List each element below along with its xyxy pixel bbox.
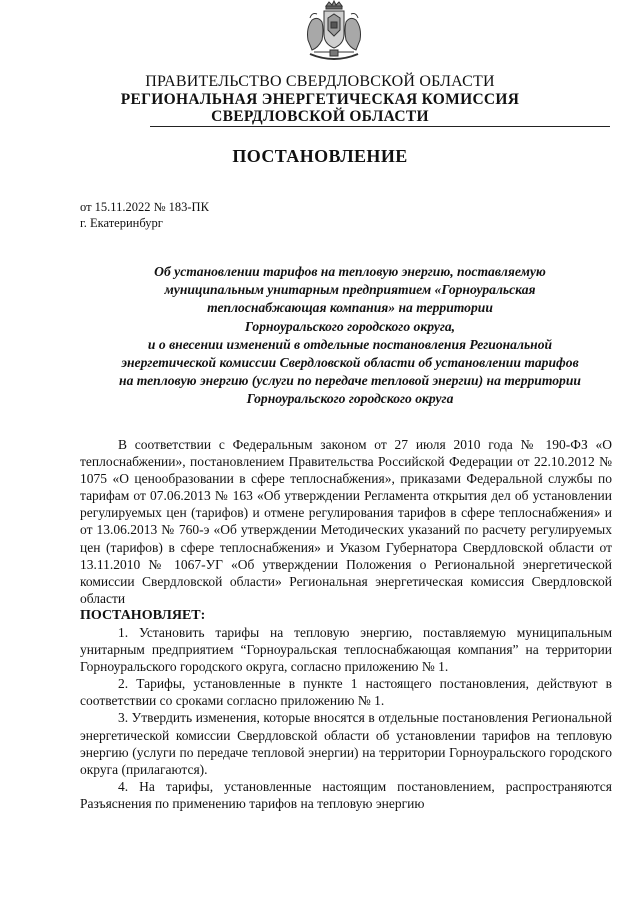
subject-line: Горноуральского городского округа, (244, 318, 456, 334)
resolution-item: 3. Утвердить изменения, которые вносятся в отдельные постановления Региональной энергетической комиссии Свердловской области об установлении тарифов на тепловую энергию (услуги по передаче тепловой энергии) на территории Горноуральского городского округа (прилагаются). (80, 710, 612, 777)
subject-line: на тепловую энергию (услуги по передаче тепловой энергии) на территории (119, 373, 581, 389)
document-subject (80, 263, 620, 409)
government-name: ПРАВИТЕЛЬСТВО СВЕРДЛОВСКОЙ ОБЛАСТИ (145, 73, 495, 90)
header-divider (150, 126, 610, 127)
resolution-item: 2. Тарифы, установленные в пункте 1 настоящего постановления, действуют в соответствии со сроками согласно приложению № 1. (80, 676, 612, 709)
subject-line: теплоснабжающая компания» на территории (207, 300, 493, 316)
commission-name-line2: СВЕРДЛОВСКОЙ ОБЛАСТИ (211, 108, 429, 125)
resolution-item: 4. На тарифы, установленные настоящим постановлением, распространяются Разъяснения по применению тарифов на тепловую энергию (80, 778, 612, 811)
coat-of-arms-icon (300, 0, 368, 64)
document-city: г. Екатеринбург (80, 216, 163, 230)
subject-line: муниципальным унитарным предприятием «Горноуральская (164, 282, 536, 298)
subject-line: и о внесении изменений в отдельные постановления Региональной (147, 336, 553, 352)
document-date-number: от 15.11.2022 № 183-ПК (80, 200, 209, 214)
subject-line: Об установлении тарифов на тепловую энергию, поставляемую (154, 264, 546, 279)
document-body (80, 436, 612, 812)
preamble-paragraph: В соответствии с Федеральным законом от 27 июля 2010 года № 190-ФЗ «О теплоснабжении», постановлением Правительства Российской Федерации от 22.10.2012 № 1075 «О ценообразовании в сфере теплоснабжения», приказами Федеральной службы по тарифам от 07.06.2013 № 163 «Об утверждении Регламента открытия дел об установлении регулируемых цен (тарифов) и отмене регулирования тарифов в сфере теплоснабжения» и от 13.06.2013 № 760-э «Об утверждении Методических указаний по расчету регулируемых цен (тарифов) в сфере теплоснабжения» и Указом Губернатора Свердловской области от 13.11.2010 № 1067-УГ «Об утверждении Положения о Региональной энергетической комиссии Свердловской области» Региональная энергетическая комиссия Свердловской области (80, 437, 612, 606)
document-type-title: ПОСТАНОВЛЕНИЕ (232, 146, 408, 166)
subject-line: Горноуральского городского округа (246, 391, 454, 407)
subject-line: энергетической комиссии Свердловской области об установлении тарифов (121, 355, 579, 371)
resolves-heading: ПОСТАНОВЛЯЕТ: (80, 607, 206, 623)
resolution-item: 1. Установить тарифы на тепловую энергию, поставляемую муниципальным унитарным предприятием “Горноуральская теплоснабжающая компания” на территории Горноуральского городского округа, согласно приложению № 1. (80, 624, 612, 675)
commission-name-line1: РЕГИОНАЛЬНАЯ ЭНЕРГЕТИЧЕСКАЯ КОМИССИЯ (120, 91, 520, 108)
